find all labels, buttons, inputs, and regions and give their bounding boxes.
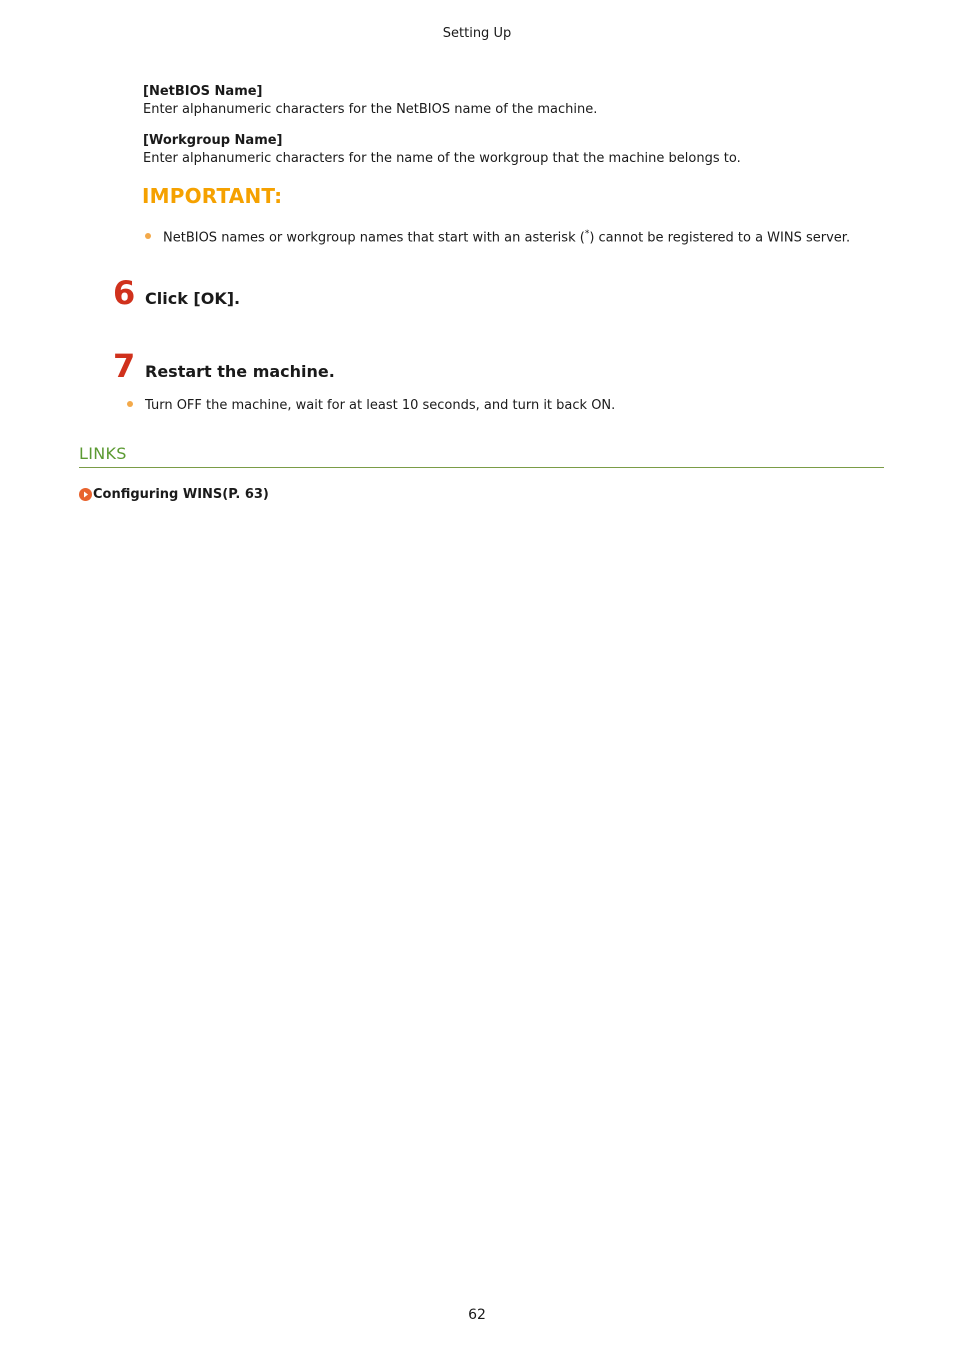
- step-7-bullet-text: Turn OFF the machine, wait for at least 10 seconds, and turn it back ON.: [145, 398, 616, 413]
- important-note-text-end: ) cannot be registered to a WINS server.: [589, 230, 851, 246]
- link-label[interactable]: Configuring WINS(P. 63): [93, 487, 269, 502]
- important-note: [145, 225, 850, 247]
- page-header: [0, 26, 954, 41]
- page-footer: [0, 1307, 954, 1323]
- important-heading: IMPORTANT:: [142, 184, 283, 208]
- term-description: Enter alphanumeric characters for the NetBIOS name of the machine.: [143, 102, 598, 117]
- step-6: [113, 274, 240, 312]
- bullet-dot-icon: [127, 401, 133, 407]
- term-workgroup-name: [143, 132, 741, 168]
- step-title: Restart the machine.: [145, 362, 335, 381]
- step-title: Click [OK].: [145, 289, 241, 308]
- important-note-text-start: NetBIOS names or workgroup names that start with an asterisk (: [163, 230, 585, 246]
- links-divider: [79, 467, 884, 468]
- asterisk-symbol: *: [584, 229, 590, 239]
- step-number: 7: [113, 347, 136, 385]
- step-7: [113, 347, 335, 385]
- links-heading: LINKS: [79, 444, 127, 463]
- step-number: 6: [113, 274, 136, 312]
- term-label: [NetBIOS Name]: [143, 84, 263, 99]
- term-netbios-name: [143, 83, 597, 119]
- term-description: Enter alphanumeric characters for the name of the workgroup that the machine belongs to.: [143, 151, 741, 166]
- step-7-bullet: [127, 397, 615, 415]
- arrow-circle-icon: [79, 488, 92, 501]
- link-configuring-wins[interactable]: [79, 487, 269, 502]
- section-title: Setting Up: [442, 26, 512, 41]
- term-label: [Workgroup Name]: [143, 133, 283, 148]
- page-number: 62: [468, 1307, 486, 1323]
- bullet-dot-icon: [145, 233, 151, 239]
